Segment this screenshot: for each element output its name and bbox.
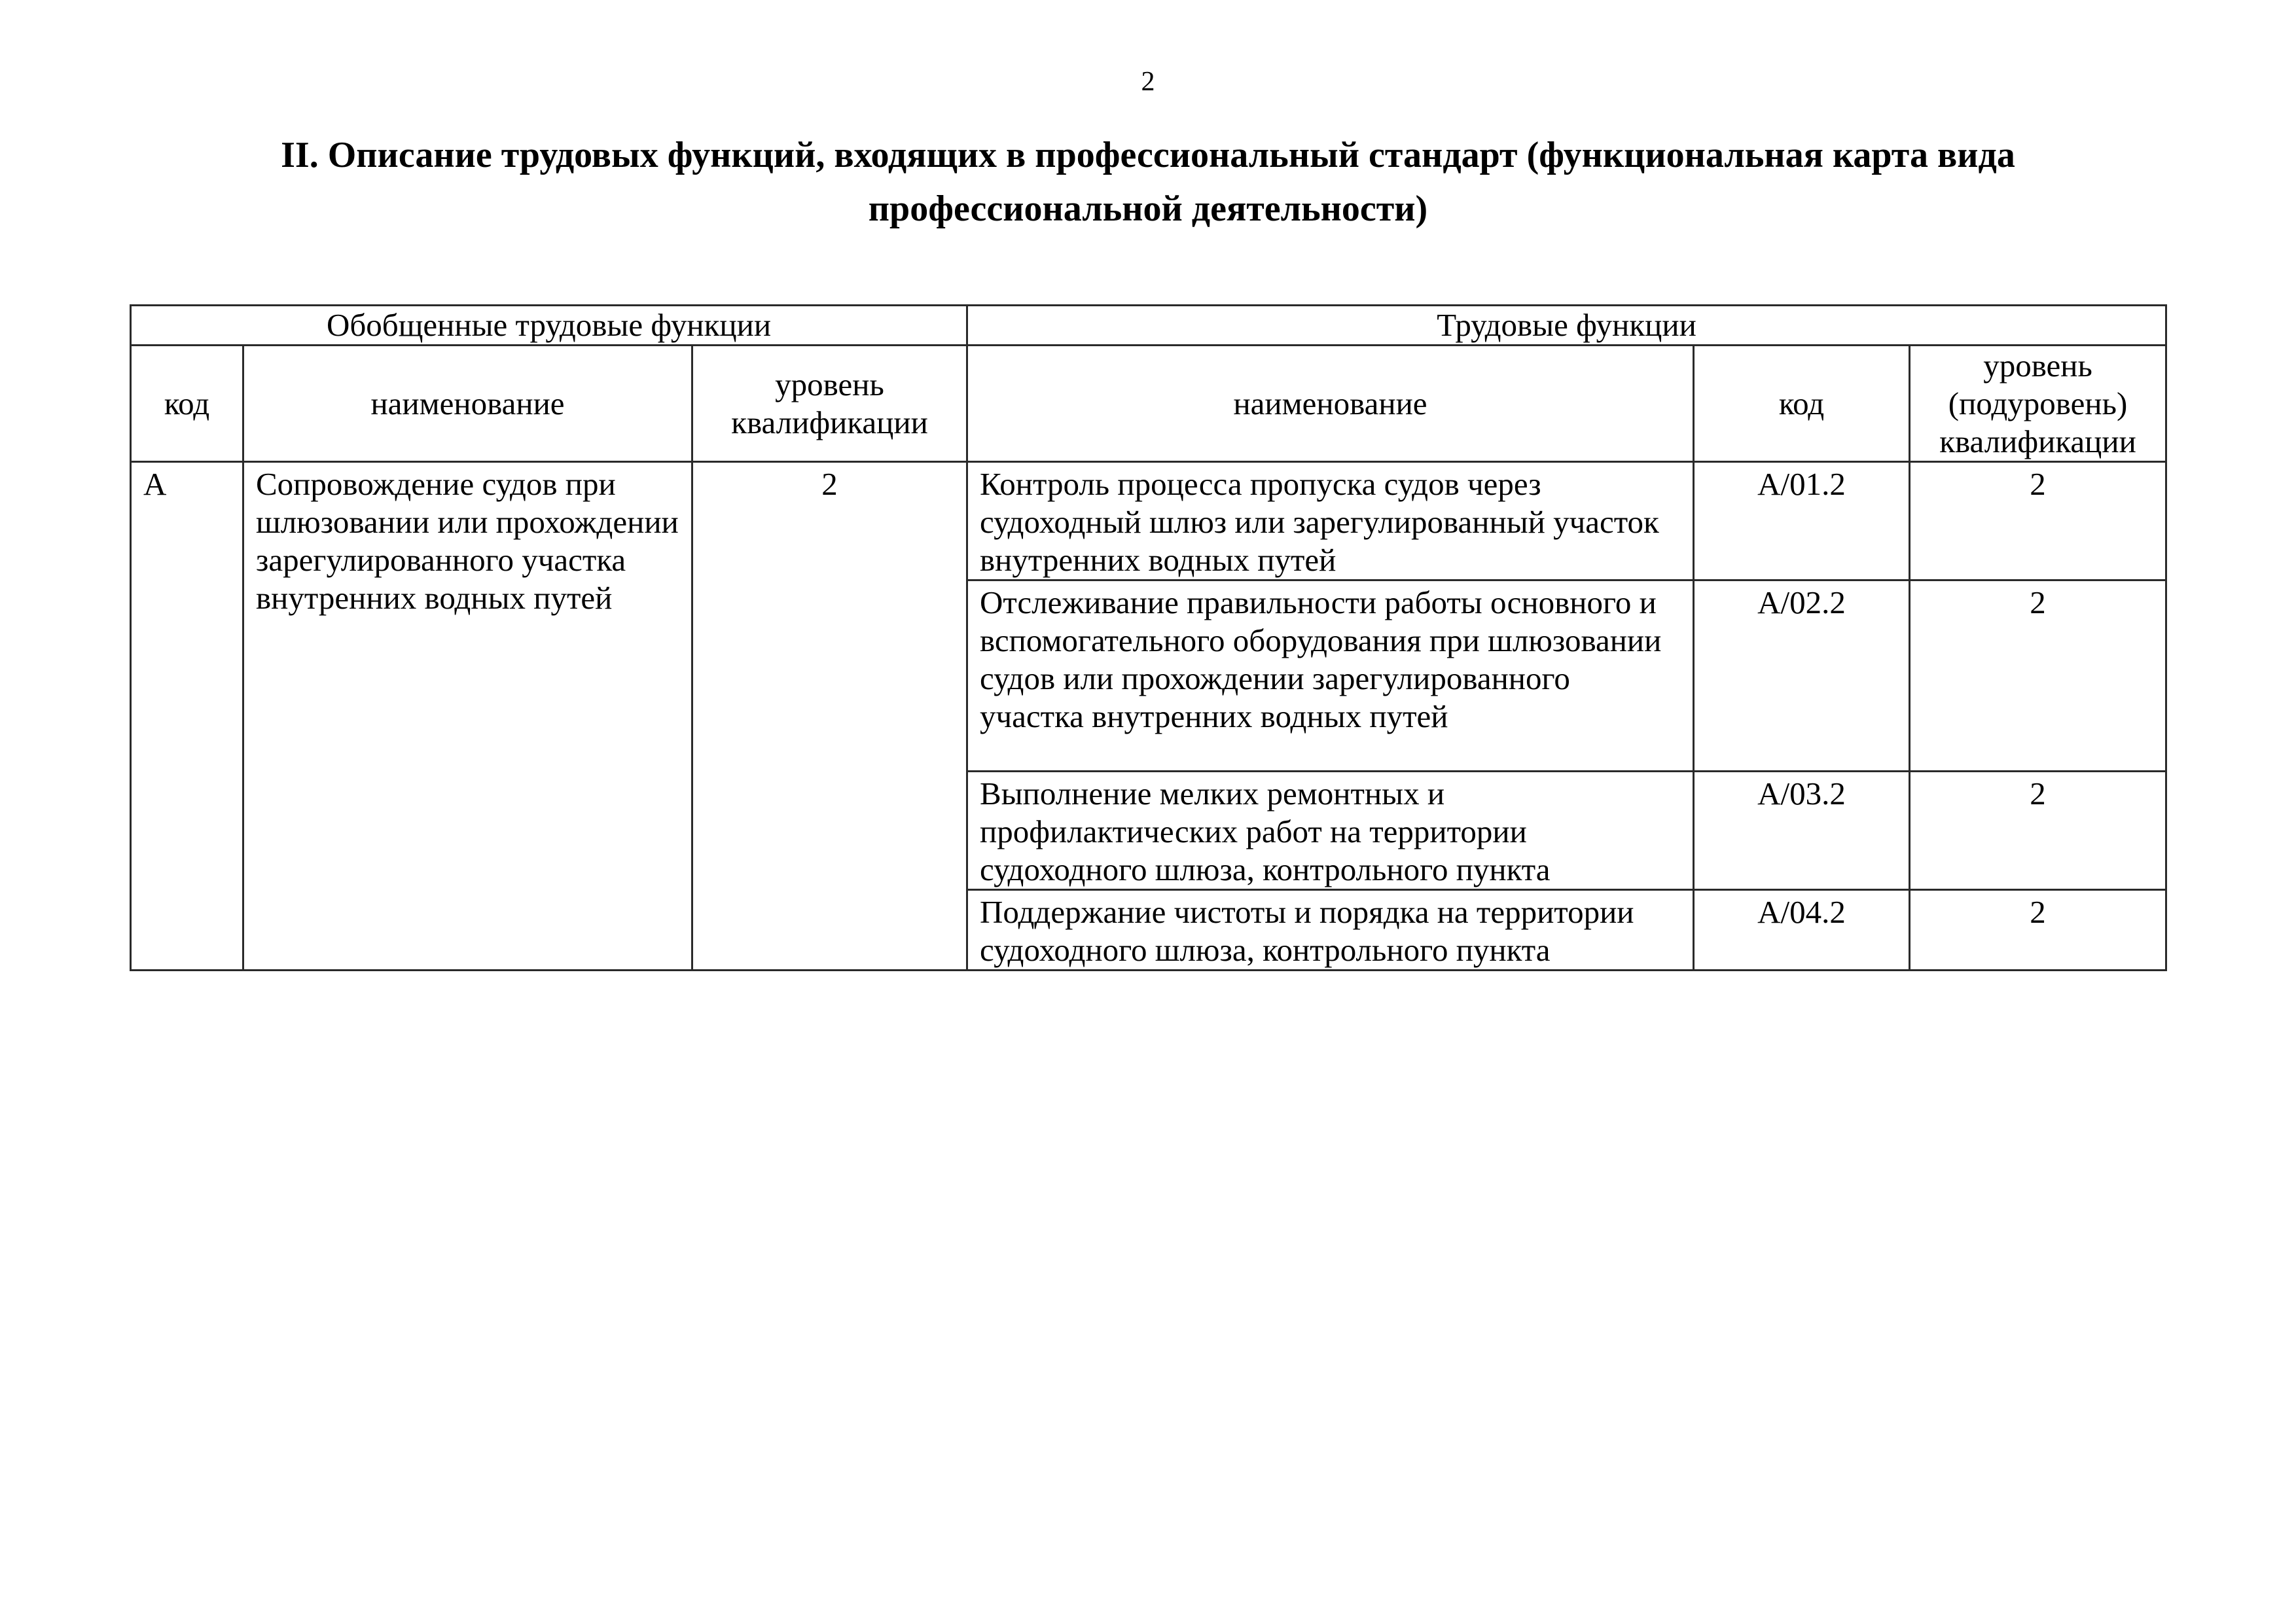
function-code: А/03.2 xyxy=(1694,772,1910,890)
labor-functions-header: Трудовые функции xyxy=(967,306,2166,346)
page-number: 2 xyxy=(1141,67,1155,97)
col-header-gen-name: наименование xyxy=(243,346,692,462)
function-level: 2 xyxy=(1910,580,2166,772)
generalized-function-level: 2 xyxy=(692,462,967,971)
generalized-functions-header: Обобщенные трудовые функции xyxy=(131,306,967,346)
col-header-gen-level: уровень квалификации xyxy=(692,346,967,462)
function-name: Отслеживание правильности работы основного и вспомогательного оборудования при шлюзовании судов или прохождении зарегулированного участка внутренних водных путей xyxy=(967,580,1694,772)
section-title: II. Описание трудовых функций, входящих в профессиональный стандарт (функциональная карта вида профессиональной деятельности) xyxy=(281,135,2015,229)
function-level: 2 xyxy=(1910,462,2166,580)
table-column-header-row xyxy=(131,346,2166,462)
col-header-func-code: код xyxy=(1694,346,1910,462)
function-code: А/04.2 xyxy=(1694,890,1910,971)
col-header-gen-code: код xyxy=(131,346,243,462)
col-header-func-level: уровень (подуровень) квалификации xyxy=(1910,346,2166,462)
function-code: А/02.2 xyxy=(1694,580,1910,772)
table-group-header-row xyxy=(131,306,2166,346)
table-row xyxy=(131,462,2166,580)
col-header-func-name: наименование xyxy=(967,346,1694,462)
function-level: 2 xyxy=(1910,772,2166,890)
generalized-function-name: Сопровождение судов при шлюзовании или прохождении зарегулированного участка внутренних водных путей xyxy=(243,462,692,971)
generalized-function-code: А xyxy=(131,462,243,971)
function-code: А/01.2 xyxy=(1694,462,1910,580)
function-level: 2 xyxy=(1910,890,2166,971)
function-name: Контроль процесса пропуска судов через судоходный шлюз или зарегулированный участок внутренних водных путей xyxy=(967,462,1694,580)
function-name: Выполнение мелких ремонтных и профилактических работ на территории судоходного шлюза, контрольного пункта xyxy=(967,772,1694,890)
function-name: Поддержание чистоты и порядка на территории судоходного шлюза, контрольного пункта xyxy=(967,890,1694,971)
functional-map-table xyxy=(130,304,2167,971)
